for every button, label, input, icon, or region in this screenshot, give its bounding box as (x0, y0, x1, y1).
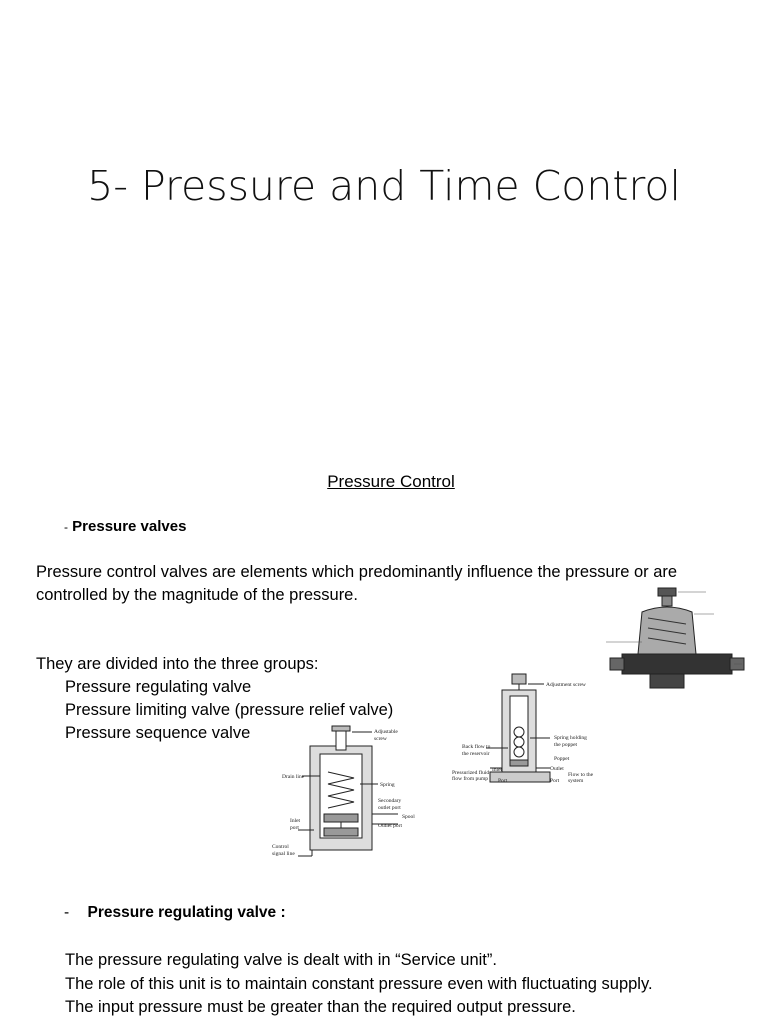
label-outlet-port-b: Outlet port (378, 823, 402, 829)
label-signal-line: signal line (272, 851, 295, 857)
subheading-dash: - (64, 520, 68, 534)
label-secondary: Secondary (378, 798, 402, 804)
label-poppet: Poppet (554, 756, 570, 762)
section-dash: - (64, 904, 70, 921)
label-outlet: Outlet (550, 766, 564, 772)
label-outlet-port-a: outlet port (378, 805, 401, 811)
body-line: The input pressure must be greater than the required output pressure. (65, 998, 576, 1016)
subheading-text: Pressure valves (72, 518, 187, 535)
label-system: system (568, 778, 584, 784)
body-line: The pressure regulating valve is dealt with in “Service unit”. (65, 951, 497, 969)
pressure-limiting-valve-diagram (450, 670, 600, 786)
label-pressurized-fluid: Pressurized fluid (452, 770, 490, 776)
section-pressure-regulating-valve (64, 904, 286, 922)
label-screw: screw (374, 736, 387, 742)
intro-line: controlled by the magnitude of the pressure. (36, 586, 358, 604)
label-spring: Spring (380, 782, 395, 788)
group-item: Pressure limiting valve (pressure relief valve) (65, 701, 394, 719)
label-spool: Spool (402, 814, 415, 820)
label-inlet: Inlet (290, 818, 301, 824)
section-heading: Pressure Control (327, 472, 455, 491)
label-flow-to: Flow to the (568, 772, 594, 778)
label-adjustable: Adjustable (374, 729, 398, 735)
group-item: Pressure sequence valve (65, 724, 251, 742)
label-port: port (290, 825, 299, 831)
label-reservoir: the reservoir (462, 751, 490, 757)
label-port-a: Port (498, 778, 508, 784)
intro-line: Pressure control valves are elements which predominantly influence the pressure or are (36, 563, 678, 581)
label-back-flow: Back flow to (462, 744, 491, 750)
intro-paragraph (36, 561, 677, 607)
label-flow-from-pump: flow from pump (452, 776, 489, 782)
slide-title: 5- Pressure and Time Control (87, 162, 681, 210)
label-spring-holding: Spring holding (554, 735, 587, 741)
label-drain-line: Drain line (282, 774, 305, 780)
pressure-regulating-valve-diagram (268, 724, 428, 864)
groups-intro: They are divided into the three groups: (36, 655, 319, 673)
label-the-poppet: the poppet (554, 742, 578, 748)
label-inlet: Inlet (492, 767, 503, 773)
label-control: Control (272, 844, 289, 850)
group-item: Pressure regulating valve (65, 678, 252, 696)
section-body (65, 949, 653, 1020)
body-line: The role of this unit is to maintain constant pressure even with fluctuating supply. (65, 974, 653, 993)
subheading (64, 518, 186, 535)
label-port-b: Port (550, 778, 560, 784)
service-unit-valve-illustration (602, 584, 752, 696)
label-adjustment-screw: Adjustment screw (546, 682, 586, 688)
section-title: Pressure regulating valve : (87, 904, 286, 921)
